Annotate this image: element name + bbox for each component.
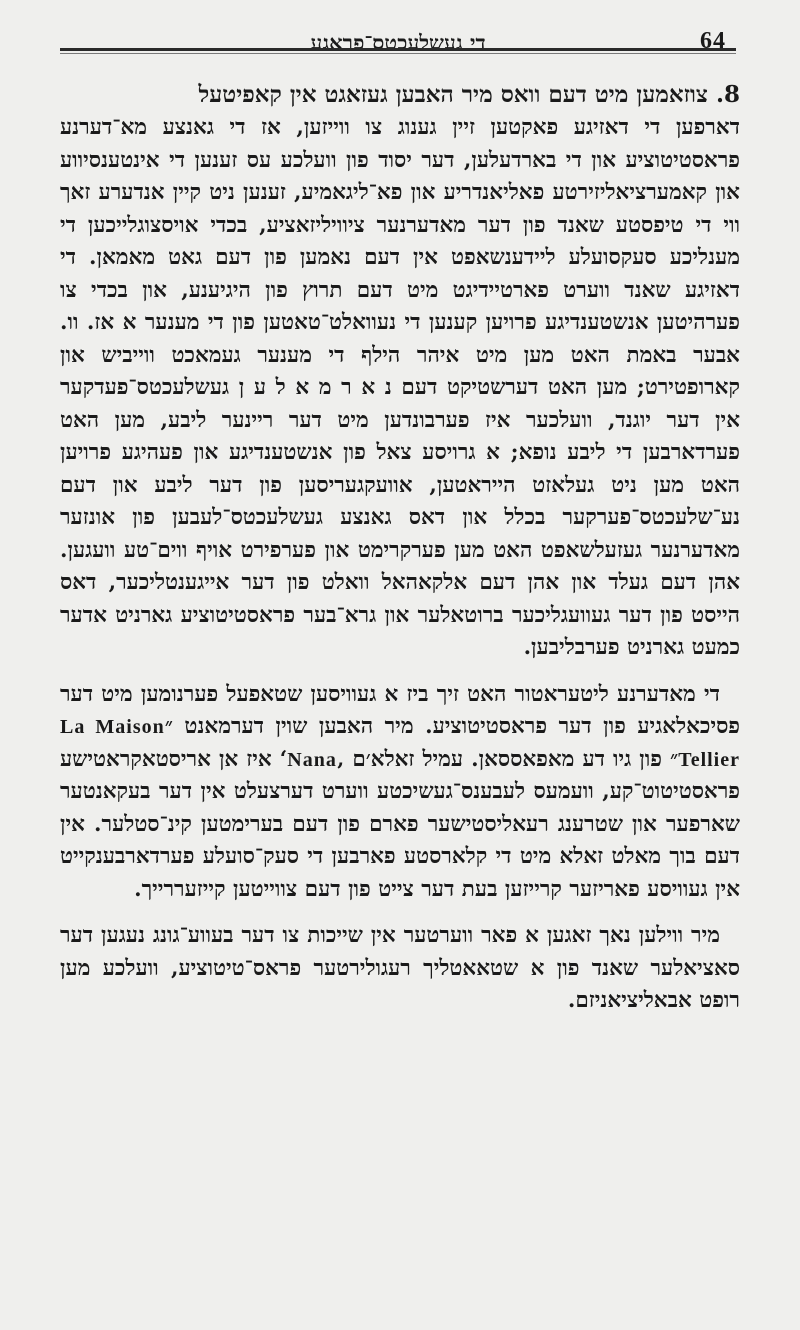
running-head: [60, 22, 736, 66]
paragraph-2-text-mid: ״ פון גיו דע מאפאססאן. עמיל זאלא׳ם ‚: [336, 746, 679, 772]
page-number: 64: [700, 28, 726, 54]
paragraph-2-text-after: ‘ איז אן אריסטאקראטישע פראסטיטוט־קע, וועמעס לעבענס־געשיכטע ווערט דערצעלט אין דער בעקאנטער שארפער און שטרענג רעאליסטישער פארם פון דעם בערימטען קינ־סטלער. אין דעם בוך מאלט זאלא מיט די קלארסטע פארבען די סעק־סועלע פערדארבענקייט אין געוויסע פאריזער קרייזען בעת דער צייט פון דעם צווייטען קייזעררייך.: [60, 746, 740, 902]
header-rule-fine: [60, 53, 736, 54]
header-rule: [60, 48, 736, 51]
novel-title: Nana: [287, 748, 337, 771]
book-title: La Maison Tellier: [60, 716, 740, 771]
running-title: די געשלעכטס־פראגע: [310, 30, 486, 55]
paragraph-1: דארפען די דאזיגע פאקטען זיין גענוג צו ווייזען, אז די גאנצע מא־דערנע פראסטיטוציע און די בארדעלען, דער יסוד פון וועלכע עס זענען די אינטענסיווע און קאמערציאליזירטע פאליאנדריע און פא־ליגאמיע, זענען ניט קיין אנדערע זאך ווי די טיפסטע שאנד פון דער מאדערנער ציוויליזאציע, בכדי אויסצוגלייכען די מענליכע סעקסועלע ליידענשאפט אין דעם נאמען פון דעם גאט מאמאן. די דאזיגע שאנד ווערט פארטיידיגט מיט דעם תרוץ פון היגיענע, און בכדי צו פערהיטען אנשטענדיגע פרויען קענען די נעוואלט־טאטען פון די מענער א אז. וו. אבער באמת האט מען מיט איהר הילף די מענער געמאכט ווייביש און קארופטירט; מען האט דערשטיקט דעם נ א ר מ א ל ע ן געשלעכטס־פעדקער אין דער יוגנד, וועלכער איז פערבונדען מיט דער ריינער ליבע, מען האט פערדארבען די ליבע נופא; א גרויסע צאל פון אנשטענדיגע און פעהיגע פרויען האט מען ניט געלאזט הייראטען, אוועקגעריסען פון דער ליבע און דעם נע־שלעכטס־פערקער בכלל און דאס גאנצע געשלעכטס־לעבען פון אונזער מאדערנער געזעלשאפט האט מען פערקרימט און פערפירט אויף ווים־טע וועגען. אהן דעם געלד און אהן דעם אלקאהאל וואלט פון דער אייגענטליכער, דאס הייסט פון דער געוועגליכער ברוטאלער און גרא־בער פראסטיטוציע גארניט אדער כמעט גארניט פערבליבען.: [60, 115, 740, 660]
section-heading: 8. צוזאמען מיט דעם וואס מיר האבען געזאגט אין קאפיטעל: [198, 81, 740, 108]
paragraph-2: [60, 679, 740, 907]
text-body: [60, 78, 740, 1018]
paragraph-2-text-before: די מאדערנע ליטעראטור האט זיך ביז א געוויסען שטאפעל פערנומען מיט דער פסיכאלאגיע פון דער פראסטיטוציע. מיר האבען שוין דערמאנט ״: [60, 681, 741, 739]
paragraph-3: מיר ווילען נאך זאגען א פאר ווערטער אין שייכות צו דער בעווע־גונג נעגען דער סאציאלער שאנד פון א שטאאטליך רעגולירטער פראס־טיטוציע, וועלכע מען רופט אבאליציאניזם.: [60, 923, 740, 1013]
